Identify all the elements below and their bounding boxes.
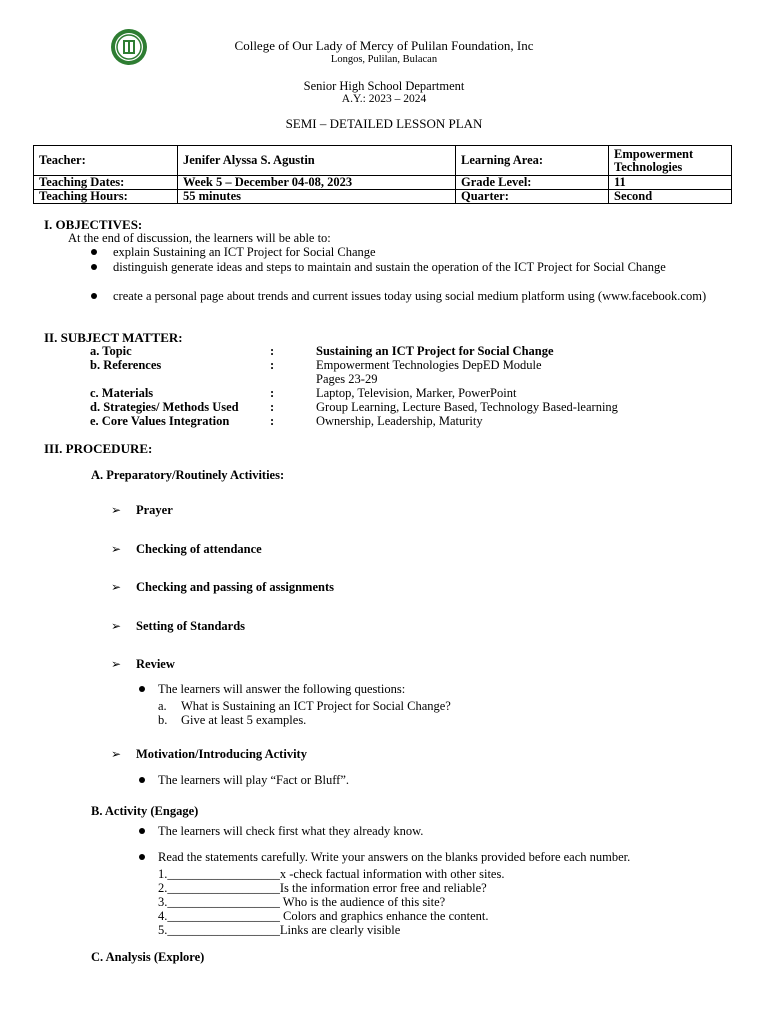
table-row xyxy=(34,146,732,176)
review-question: Give at least 5 examples. xyxy=(181,713,307,727)
review-question: What is Sustaining an ICT Project for Social Change? xyxy=(181,699,451,713)
activity-motivation: Motivation/Introducing Activity xyxy=(136,747,307,761)
statement-line: 3.__________________ Who is the audience of this site? xyxy=(158,895,446,909)
subject-sep: : xyxy=(270,358,275,372)
subject-sep: : xyxy=(270,386,275,400)
subject-label: b. References xyxy=(90,358,162,372)
objective-item: explain Sustaining an ICT Project for Social Change xyxy=(113,245,376,259)
bullet-icon xyxy=(139,828,145,834)
arrow-bullet-icon: ➢ xyxy=(111,542,122,556)
review-bullet: The learners will answer the following questions: xyxy=(158,682,406,696)
review-marker: b. xyxy=(158,713,168,727)
activity-review: Review xyxy=(136,657,175,671)
subject-label: c. Materials xyxy=(90,386,154,400)
section-a-heading: A. Preparatory/Routinely Activities: xyxy=(91,468,285,482)
arrow-bullet-icon: ➢ xyxy=(111,747,122,761)
table-cell: Second xyxy=(609,190,732,204)
bullet-icon xyxy=(91,249,97,255)
section-c-heading: C. Analysis (Explore) xyxy=(91,950,205,964)
activity-bullet: The learners will check first what they already know. xyxy=(158,824,424,838)
institution-address: Longos, Pulilan, Bulacan xyxy=(330,54,438,65)
objective-item: distinguish generate ideas and steps to maintain and sustain the operation of the ICT Project for Social Change xyxy=(113,260,666,274)
table-cell: 11 xyxy=(609,176,732,190)
statement-line: 5.__________________Links are clearly visible xyxy=(158,923,401,937)
statement-line: 2.__________________Is the information error free and reliable? xyxy=(158,881,487,895)
objective-item: create a personal page about trends and current issues today using social medium platform using (www.facebook.com) xyxy=(113,289,707,303)
activity-bullet: Read the statements carefully. Write your answers on the blanks provided before each number. xyxy=(158,850,631,864)
activity-assignments: Checking and passing of assignments xyxy=(136,580,334,594)
institution-name: College of Our Lady of Mercy of Pulilan Foundation, Inc xyxy=(234,38,534,53)
subject-sep: : xyxy=(270,400,275,414)
table-cell: Quarter: xyxy=(456,190,609,204)
objectives-intro: At the end of discussion, the learners will be able to: xyxy=(68,231,331,245)
bullet-icon xyxy=(139,777,145,783)
subject-sep: : xyxy=(270,414,275,428)
table-row xyxy=(34,190,732,204)
subject-value: Group Learning, Lecture Based, Technology Based-learning xyxy=(316,400,618,414)
statement-line: 1.__________________x -check factual information with other sites. xyxy=(158,867,505,881)
department-name: Senior High School Department xyxy=(303,79,465,93)
bullet-icon xyxy=(139,854,145,860)
activity-attendance: Checking of attendance xyxy=(136,542,262,556)
table-cell: Teacher: xyxy=(34,146,178,176)
subject-label: e. Core Values Integration xyxy=(90,414,230,428)
bullet-icon xyxy=(139,686,145,692)
objectives-heading: I. OBJECTIVES: xyxy=(44,217,143,232)
table-row xyxy=(34,176,732,190)
motivation-bullet: The learners will play “Fact or Bluff”. xyxy=(158,773,350,787)
lesson-info-table xyxy=(33,145,732,204)
table-cell: Week 5 – December 04-08, 2023 xyxy=(178,176,456,190)
section-b-heading: B. Activity (Engage) xyxy=(91,804,199,818)
lesson-plan-title: SEMI – DETAILED LESSON PLAN xyxy=(285,116,483,131)
subject-value: Pages 23-29 xyxy=(316,372,378,386)
table-cell: Empowerment Technologies xyxy=(609,146,732,176)
subject-sep: : xyxy=(270,344,275,358)
subject-label: a. Topic xyxy=(90,344,132,358)
subject-matter-heading: II. SUBJECT MATTER: xyxy=(44,330,183,345)
arrow-bullet-icon: ➢ xyxy=(111,580,122,594)
activity-standards: Setting of Standards xyxy=(136,619,246,633)
subject-label: d. Strategies/ Methods Used xyxy=(90,400,239,414)
table-cell: 55 minutes xyxy=(178,190,456,204)
subject-value: Ownership, Leadership, Maturity xyxy=(316,414,483,428)
review-marker: a. xyxy=(158,699,167,713)
arrow-bullet-icon: ➢ xyxy=(111,503,122,517)
table-cell: Learning Area: xyxy=(456,146,609,176)
procedure-heading: III. PROCEDURE: xyxy=(44,441,153,456)
table-cell: Jenifer Alyssa S. Agustin xyxy=(178,146,456,176)
subject-value: Empowerment Technologies DepED Module xyxy=(316,358,542,372)
bullet-icon xyxy=(91,293,97,299)
table-cell: Teaching Dates: xyxy=(34,176,178,190)
arrow-bullet-icon: ➢ xyxy=(111,619,122,633)
subject-value: Sustaining an ICT Project for Social Change xyxy=(316,344,554,358)
table-cell: Grade Level: xyxy=(456,176,609,190)
activity-prayer: Prayer xyxy=(136,503,173,517)
bullet-icon xyxy=(91,264,97,270)
academic-year: A.Y.: 2023 – 2024 xyxy=(341,93,427,105)
subject-value: Laptop, Television, Marker, PowerPoint xyxy=(316,386,517,400)
statement-line: 4.__________________ Colors and graphics enhance the content. xyxy=(158,909,489,923)
arrow-bullet-icon: ➢ xyxy=(111,657,122,671)
table-cell: Teaching Hours: xyxy=(34,190,178,204)
